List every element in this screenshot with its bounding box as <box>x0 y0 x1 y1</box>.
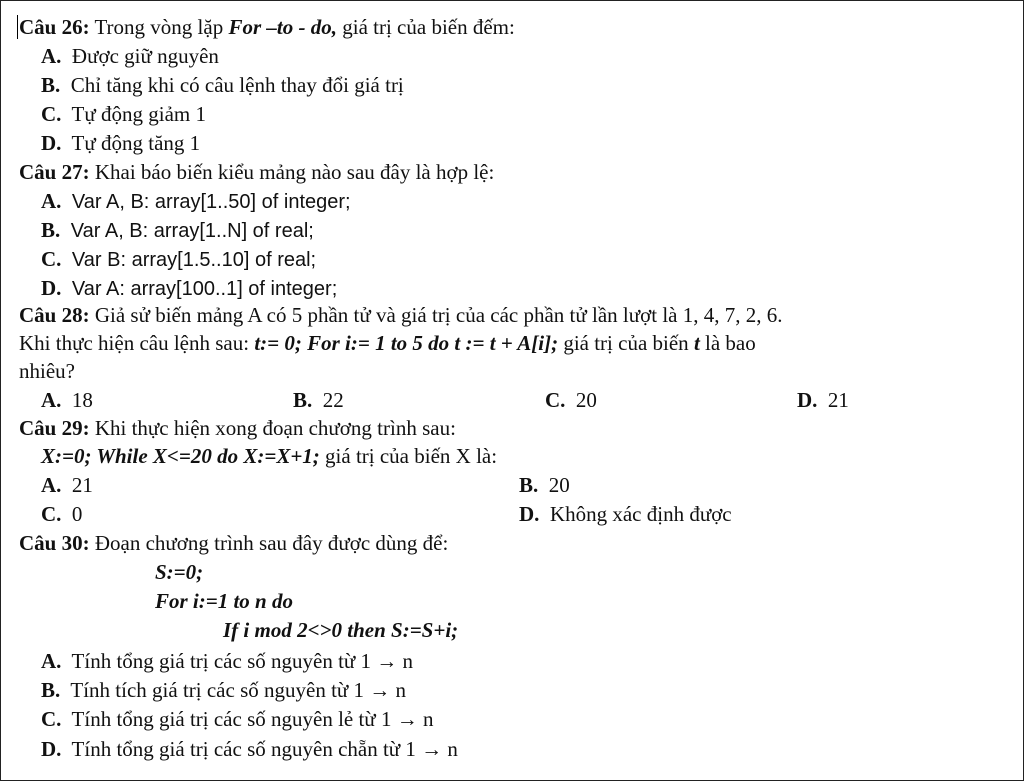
question-text: Khi thực hiện xong đoạn chương trình sau: <box>94 416 456 440</box>
question-text: nhiêu? <box>19 359 75 383</box>
option-text: Tính tích giá trị các số nguyên từ 1 → n <box>70 678 407 702</box>
option-b <box>41 676 406 705</box>
question-text: Trong vòng lặp <box>94 15 229 39</box>
option-key: C. <box>41 247 62 271</box>
question-text: là bao <box>699 331 756 355</box>
question-variable: t <box>693 331 700 355</box>
option-key: A. <box>41 388 62 412</box>
option-text: Tính tổng giá trị các số nguyên chẵn từ 1 → n <box>71 737 458 761</box>
option-key: D. <box>519 502 540 526</box>
question-28-line-2 <box>19 329 756 358</box>
option-key: D. <box>41 737 62 761</box>
question-text: giá trị của biến X là: <box>319 444 498 468</box>
option-key: C. <box>41 102 62 126</box>
option-text: Được giữ nguyên <box>71 44 219 68</box>
option-key: C. <box>41 707 62 731</box>
option-text: 20 <box>575 388 597 412</box>
question-29 <box>19 414 456 443</box>
question-number: Câu 29: <box>19 416 90 440</box>
option-c <box>41 500 82 529</box>
option-c <box>41 245 316 275</box>
question-code: X:=0; While X<=20 do X:=X+1; <box>41 444 320 468</box>
option-key: C. <box>545 388 566 412</box>
option-key: D. <box>41 131 62 155</box>
option-text: Tự động giảm 1 <box>71 102 206 126</box>
option-text: Tự động tăng 1 <box>71 131 201 155</box>
option-b <box>293 386 344 415</box>
option-a <box>41 42 219 71</box>
option-text: Var B: array[1.5..10] of real; <box>71 249 317 271</box>
option-d <box>41 129 200 158</box>
option-d <box>797 386 849 415</box>
option-a <box>41 647 413 676</box>
question-text: giá trị của biến đếm: <box>336 15 515 39</box>
option-key: C. <box>41 502 62 526</box>
question-27 <box>19 158 494 187</box>
option-a <box>41 187 351 217</box>
option-c <box>41 100 206 129</box>
option-key: B. <box>293 388 313 412</box>
option-c <box>545 386 597 415</box>
option-key: B. <box>41 73 61 97</box>
code-line-2: For i:=1 to n do <box>155 589 293 613</box>
question-28 <box>19 301 782 330</box>
option-key: B. <box>41 678 61 702</box>
code-line-1: S:=0; <box>155 560 204 584</box>
option-b <box>519 471 570 500</box>
question-number: Câu 28: <box>19 303 90 327</box>
option-a <box>41 471 93 500</box>
question-30 <box>19 529 448 558</box>
question-text: Đoạn chương trình sau đây được dùng để: <box>94 531 449 555</box>
question-29-code <box>41 442 497 471</box>
option-text: Tính tổng giá trị các số nguyên từ 1 → n <box>71 649 414 673</box>
option-b <box>41 216 314 246</box>
question-code: t:= 0; For i:= 1 to 5 do t := t + A[i]; <box>254 331 559 355</box>
question-text: Giả sử biến mảng A có 5 phần tử và giá trị của các phần tử lần lượt là 1, 4, 7, 2, 6. <box>94 303 783 327</box>
question-number: Câu 30: <box>19 531 90 555</box>
question-number: Câu 26: <box>19 15 90 39</box>
option-key: A. <box>41 473 62 497</box>
option-d <box>41 274 337 304</box>
option-text: 20 <box>548 473 570 497</box>
question-text: Khai báo biến kiểu mảng nào sau đây là hợp lệ: <box>94 160 495 184</box>
question-text: giá trị của biến <box>558 331 694 355</box>
option-key: D. <box>41 276 62 300</box>
option-key: B. <box>41 218 61 242</box>
option-key: A. <box>41 649 62 673</box>
option-b <box>41 71 404 100</box>
option-text: Var A, B: array[1..50] of integer; <box>71 191 351 213</box>
option-key: A. <box>41 189 62 213</box>
option-text: Tính tổng giá trị các số nguyên lẻ từ 1 → n <box>71 707 434 731</box>
question-26 <box>19 13 515 42</box>
option-text: 21 <box>827 388 849 412</box>
option-text: Var A, B: array[1..N] of real; <box>70 220 314 242</box>
question-code: For –to - do, <box>228 15 337 39</box>
option-key: D. <box>797 388 818 412</box>
text-cursor <box>17 15 18 39</box>
option-text: Var A: array[100..1] of integer; <box>71 278 338 300</box>
option-d <box>519 500 732 529</box>
option-key: A. <box>41 44 62 68</box>
option-text: Chỉ tăng khi có câu lệnh thay đổi giá trị <box>70 73 404 97</box>
question-28-line-3 <box>19 357 75 386</box>
question-number: Câu 27: <box>19 160 90 184</box>
option-text: Không xác định được <box>549 502 732 526</box>
option-d <box>41 735 458 764</box>
option-text: 22 <box>322 388 344 412</box>
option-text: 0 <box>71 502 83 526</box>
option-c <box>41 705 433 734</box>
option-text: 21 <box>71 473 93 497</box>
option-key: B. <box>519 473 539 497</box>
option-a <box>41 386 93 415</box>
option-text: 18 <box>71 388 93 412</box>
question-text: Khi thực hiện câu lệnh sau: <box>19 331 255 355</box>
code-line-3: If i mod 2<>0 then S:=S+i; <box>223 618 459 642</box>
